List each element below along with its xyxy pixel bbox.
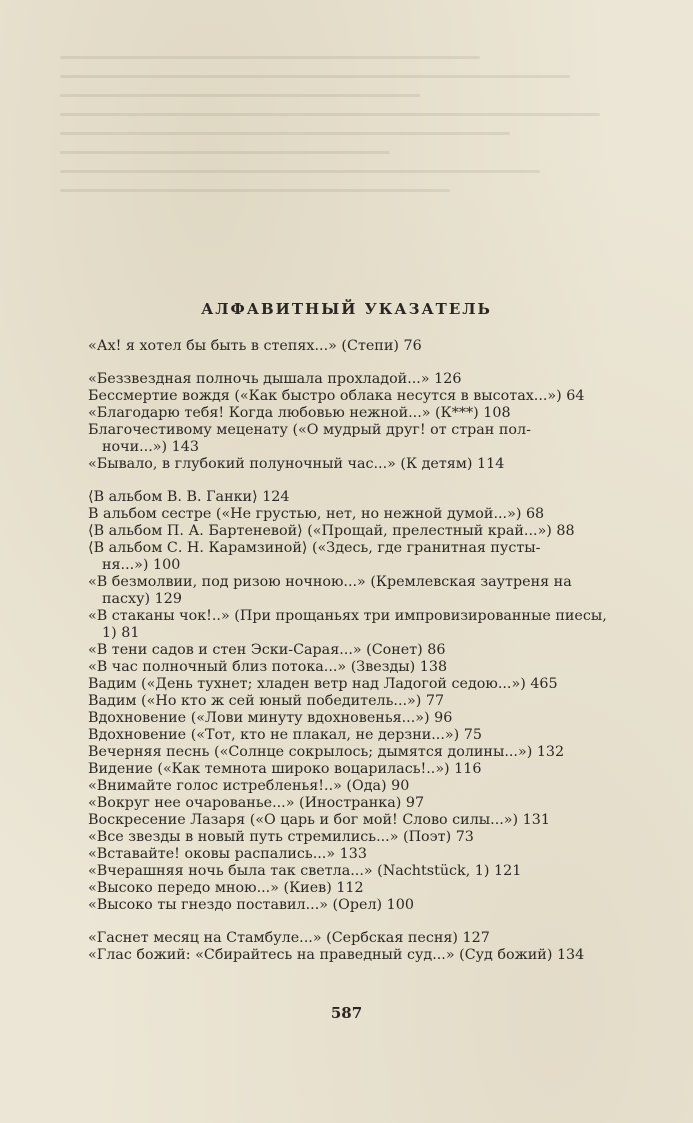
- index-entry: «Бывало, в глубокий полуночный час...» (К детям) 114: [88, 456, 505, 472]
- index-entry: ⟨В альбом П. А. Бартеневой⟩ («Прощай, прелестный край...») 88: [88, 523, 575, 539]
- index-entry-continuation: пасху) 129: [102, 591, 182, 607]
- index-entry: «Глас божий: «Сбирайтесь на праведный суд...» (Суд божий) 134: [88, 947, 585, 963]
- index-entry: Вадим («Но кто ж сей юный победитель...») 77: [88, 693, 445, 709]
- index-entry: Вдохновение («Лови минуту вдохновенья...») 96: [88, 710, 453, 726]
- group-spacer: [0, 355, 693, 371]
- index-entry: Вдохновение («Тот, кто не плакал, не дерзни...») 75: [88, 727, 482, 743]
- index-entry: В альбом сестре («Не грустью, нет, но нежной думой...») 68: [88, 506, 545, 522]
- index-entry: ⟨В альбом В. В. Ганки⟩ 124: [88, 489, 290, 505]
- group-spacer: [0, 473, 693, 489]
- index-entry: Вечерняя песнь («Солнце сокрылось; дымятся долины...») 132: [88, 744, 565, 760]
- index-entry: «В час полночный близ потока...» (Звезды) 138: [88, 659, 448, 675]
- index-entry-continuation: 1) 81: [102, 625, 140, 641]
- index-list: [0, 338, 693, 964]
- index-entry-continuation: ня...») 100: [102, 557, 181, 573]
- index-entry-continuation: ночи...») 143: [102, 439, 199, 455]
- index-entry: «Благодарю тебя! Когда любовью нежной...» (К***) 108: [88, 405, 511, 421]
- index-entry: «Внимайте голос истребленья!..» (Ода) 90: [88, 778, 410, 794]
- index-entry: «Ах! я хотел бы быть в степях...» (Степи) 76: [88, 338, 422, 354]
- index-entry: «Вчерашняя ночь была так светла...» (Nachtstück, 1) 121: [88, 863, 522, 879]
- index-entry: «Вставайте! оковы распались...» 133: [88, 846, 367, 862]
- index-entry: Вадим («День тухнет; хладен ветр над Ладогой седою...») 465: [88, 676, 558, 692]
- index-entry: «Все звезды в новый путь стремились...» (Поэт) 73: [88, 829, 474, 845]
- index-entry: «Высоко ты гнездо поставил...» (Орел) 100: [88, 897, 414, 913]
- index-entry: «В стаканы чок!..» (При прощаньях три импровизированные пиесы,: [88, 608, 607, 624]
- index-entry: Воскресение Лазаря («О царь и бог мой! Слово силы...») 131: [88, 812, 550, 828]
- index-entry: «В тени садов и стен Эски-Сарая...» (Сонет) 86: [88, 642, 446, 658]
- index-entry: Бессмертие вождя («Как быстро облака несутся в высотах...») 64: [88, 388, 585, 404]
- index-entry: ⟨В альбом С. Н. Карамзиной⟩ («Здесь, где гранитная пусты-: [88, 540, 541, 556]
- index-entry: «Беззвездная полночь дышала прохладой...» 126: [88, 371, 462, 387]
- index-entry: «В безмолвии, под ризою ночною...» (Кремлевская заутреня на: [88, 574, 572, 590]
- group-spacer: [0, 914, 693, 930]
- page-number: 587: [330, 1004, 363, 1022]
- index-entry: «Гаснет месяц на Стамбуле...» (Сербская песня) 127: [88, 930, 490, 946]
- index-entry: Благочестивому меценату («О мудрый друг! от стран пол-: [88, 422, 531, 438]
- page-heading: АЛФАВИТНЫЙ УКАЗАТЕЛЬ: [201, 300, 492, 318]
- index-entry: Видение («Как темнота широко воцарилась!..») 116: [88, 761, 482, 777]
- index-entry: «Вокруг нее очарованье...» (Иностранка) 97: [88, 795, 425, 811]
- index-entry: «Высоко передо мною...» (Киев) 112: [88, 880, 364, 896]
- bleed-through-text: [60, 40, 660, 280]
